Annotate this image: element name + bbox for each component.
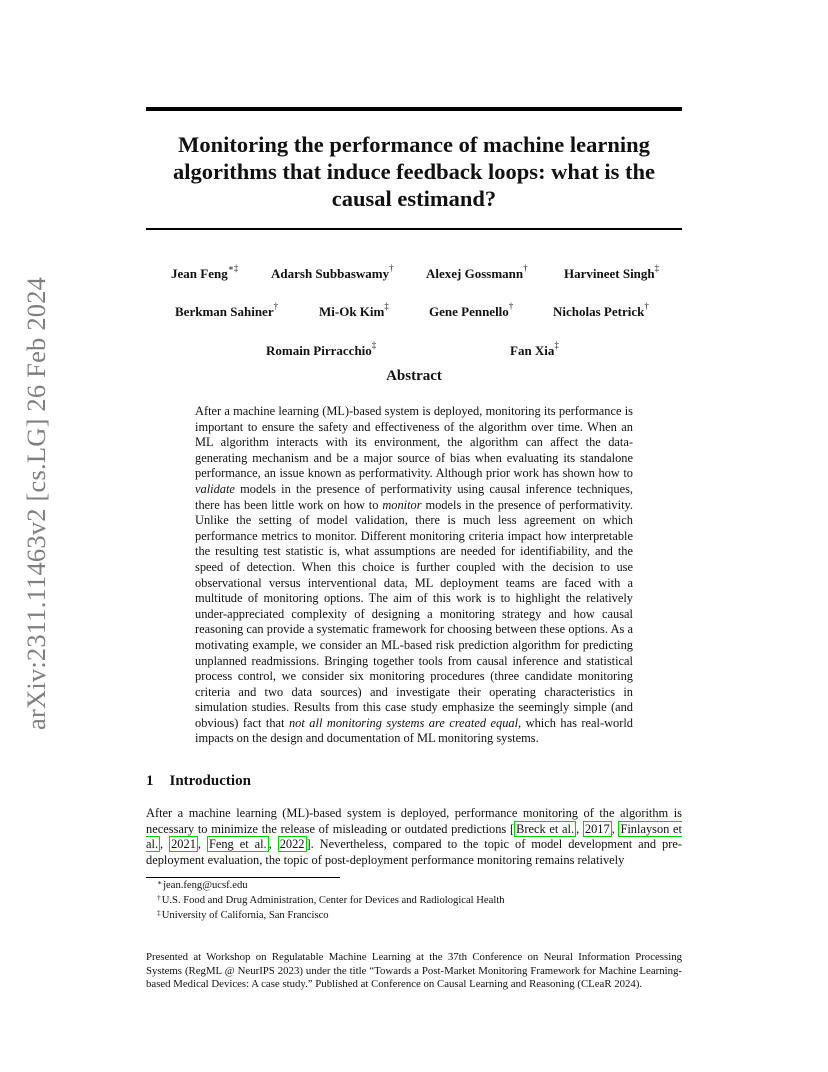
title-top-rule — [146, 107, 682, 111]
section-heading-introduction: 1 Introduction — [146, 773, 251, 789]
author: Jean Feng∗‡ — [171, 263, 239, 281]
author: Berkman Sahiner† — [175, 301, 279, 319]
abstract-text: After a machine learning (ML)-based system is deployed, monitoring its performance is important to ensure the safety and effectiveness of the algorithm over time. When an ML algorithm interacts with its environment, the algorithm can affect the data-generating mechanism and be a major source of bias when evaluating its standalone performance, an issue known as performativity. Although prior work has shown how to validate models in the presence of performativity using causal inference techniques, there has been little work on how to monitor models in the presence of performativity. Unlike the setting of model validation, there is much less agreement on which performance metrics to monitor. Different monitoring criteria impact how interpretable the resulting test statistic is, what assumptions are needed for identifiability, and the speed of detection. When this choice is further coupled with the decision to use observational versus interventional data, ML deployment teams are faced with a multitude of monitoring options. The aim of this work is to highlight the relatively under-appreciated complexity of designing a monitoring strategy and how causal reasoning can provide a systematic framework for choosing between these options. As a motivating example, we consider an ML-based risk prediction algorithm for predicting unplanned readmissions. Bringing together tools from causal inference and statistical process control, we consider six monitoring procedures (three candidate monitoring criteria and two data sources) and investigate their operating characteristics in simulation studies. Results from this case study emphasize the seemingly simple (and obvious) fact that not all monitoring systems are created equal, which has real-world impacts on the design and documentation of ML monitoring systems. — [195, 404, 633, 746]
author: Romain Pirracchio‡ — [266, 340, 377, 358]
author: Alexej Gossmann† — [426, 263, 528, 281]
introduction-text: After a machine learning (ML)-based system is deployed, performance monitoring of the algorithm is necessary to minimize the release of misleading or outdated predictions [ Breck et al. , 2017 , Finlayson et al. , 2021 , Feng et al. , 2022 ]. Nevertheless, compared to the topic of model development and pre-deployment evaluation, the topic of post-deployment performance monitoring remains relatively — [146, 806, 682, 867]
citation-link[interactable]: 2022 — [279, 837, 305, 852]
author: Mi-Ok Kim‡ — [319, 301, 389, 319]
author: Harvineet Singh‡ — [564, 263, 660, 281]
citation-link[interactable]: Breck et al. — [516, 821, 575, 836]
abstract-heading: Abstract — [386, 368, 442, 384]
author: Adarsh Subbaswamy† — [271, 263, 394, 281]
citation-link[interactable]: 2017 — [584, 821, 610, 836]
title-bottom-rule — [146, 228, 682, 230]
paper-title: Monitoring the performance of machine learning algorithms that induce feedback loops: what is the causal estimand? — [173, 132, 655, 211]
author: Gene Pennello† — [429, 301, 514, 319]
author: Fan Xia‡ — [510, 340, 559, 358]
footnote: ∗jean.feng@ucsf.edu — [157, 878, 248, 891]
footnote-rule — [146, 877, 340, 878]
footnote: ‡University of California, San Francisco — [157, 908, 329, 921]
venue-note: Presented at Workshop on Regulatable Machine Learning at the 37th Conference on Neural Information Processing Systems (RegML @ NeurIPS 2023) under the title “Towards a Post-Market Monitoring Framework for Machine Learning-based Medical Devices: A case study.” Published at Conference on Causal Learning and Reasoning (CLeaR 2024). — [146, 951, 682, 991]
citation-link[interactable]: 2021 — [171, 837, 196, 852]
arxiv-side-stamp: arXiv:2311.11463v2 [cs.LG] 26 Feb 2024 — [21, 276, 51, 730]
citation-link[interactable]: Finlayson et al. — [146, 821, 682, 852]
footnote: †U.S. Food and Drug Administration, Center for Devices and Radiological Health — [157, 893, 505, 906]
citation-link[interactable]: Feng et al. — [208, 837, 267, 852]
author: Nicholas Petrick† — [553, 301, 649, 319]
